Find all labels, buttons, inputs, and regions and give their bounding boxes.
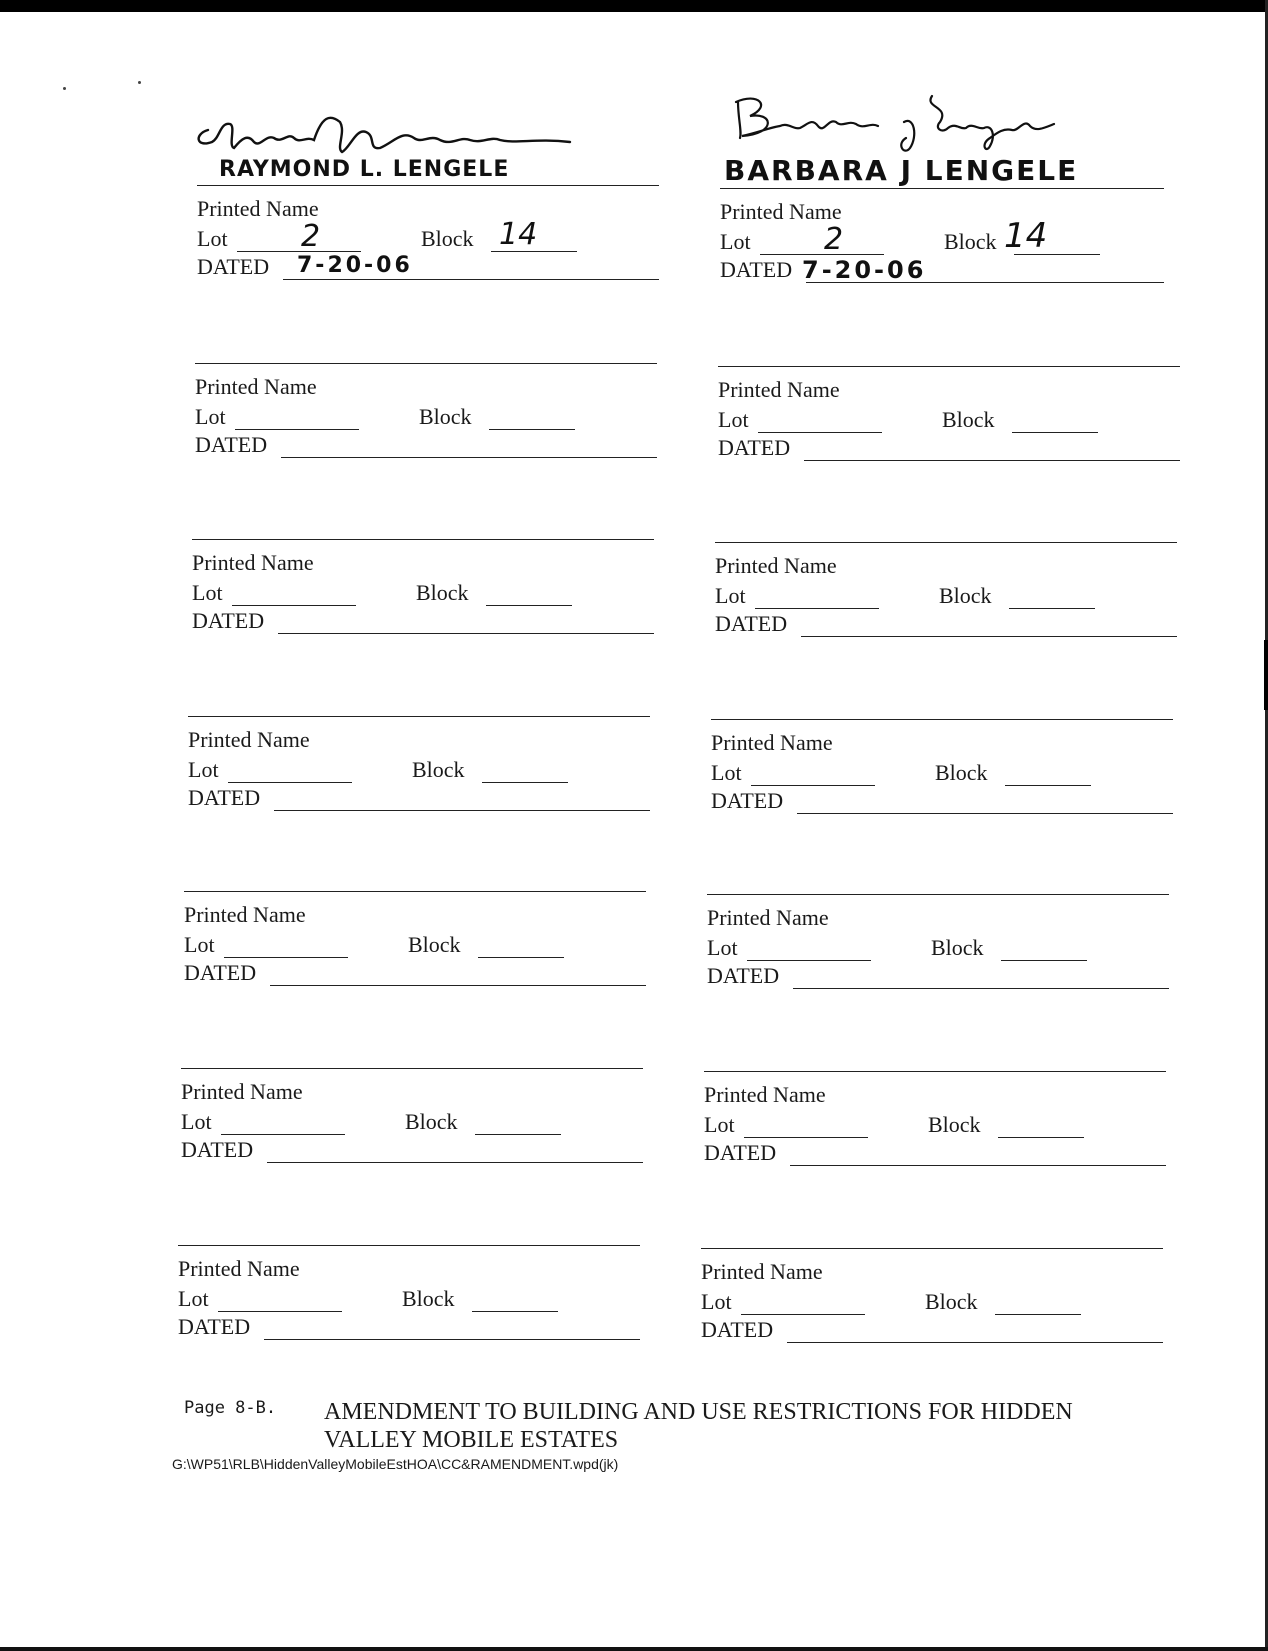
signature-block-12 [704, 1071, 1174, 1191]
block-label: Block [412, 757, 465, 782]
printed-name-label: Printed Name [707, 905, 829, 930]
block-line [1012, 432, 1098, 433]
signature-line [704, 1071, 1166, 1072]
dated-line [267, 1162, 643, 1163]
lot-line [758, 432, 882, 433]
signature-line [715, 542, 1177, 543]
signature-line [192, 539, 654, 540]
printed-name-label: Printed Name [195, 374, 317, 399]
lot-label: Lot [704, 1112, 735, 1137]
dated-label: DATED [184, 960, 257, 985]
printed-name-label: Printed Name [704, 1082, 826, 1107]
signature-block-14 [701, 1248, 1171, 1368]
block-label: Block [931, 935, 984, 960]
block-label: Block [405, 1109, 458, 1134]
dated-line [270, 985, 646, 986]
barbara-signature [728, 88, 1088, 158]
printed-name-label: Printed Name [718, 377, 840, 402]
block-label: Block [925, 1289, 978, 1314]
block-label: Block [419, 404, 472, 429]
lot-line [221, 1134, 345, 1135]
block-value: 14 [1004, 216, 1048, 256]
block-label: Block [942, 407, 995, 432]
printed-name-handwritten: RAYMOND L. LENGELE [219, 157, 510, 182]
printed-name-label: Printed Name [701, 1259, 823, 1284]
dated-line [278, 633, 654, 634]
lot-line [232, 605, 356, 606]
block-line [486, 605, 572, 606]
dated-label: DATED [720, 257, 793, 282]
dated-line [264, 1339, 640, 1340]
dated-line [793, 988, 1169, 989]
printed-name-label: Printed Name [188, 727, 310, 752]
dated-label: DATED [704, 1140, 777, 1165]
dated-line [281, 457, 657, 458]
signature-block-6 [715, 542, 1185, 662]
block-line [998, 1137, 1084, 1138]
block-label: Block [928, 1112, 981, 1137]
block-label: Block [402, 1286, 455, 1311]
signature-block-2 [720, 154, 1190, 308]
block-line [1005, 785, 1091, 786]
lot-label: Lot [715, 583, 746, 608]
printed-name-label: Printed Name [192, 550, 314, 575]
signature-block-10 [707, 894, 1177, 1014]
scan-top-border [0, 0, 1268, 12]
lot-label: Lot [184, 932, 215, 957]
signature-block-3 [195, 363, 665, 483]
block-line [995, 1314, 1081, 1315]
signature-block-8 [711, 719, 1181, 839]
signature-line [701, 1248, 1163, 1249]
signature-line [718, 366, 1180, 367]
dated-label: DATED [701, 1317, 774, 1342]
block-label: Block [944, 229, 997, 254]
dated-line [274, 810, 650, 811]
dated-label: DATED [197, 254, 270, 279]
lot-label: Lot [188, 757, 219, 782]
signature-line [195, 363, 657, 364]
dated-label: DATED [188, 785, 261, 810]
block-label: Block [935, 760, 988, 785]
signature-block-5 [192, 539, 662, 659]
dated-line [797, 813, 1173, 814]
signature-block-11 [181, 1068, 651, 1188]
dated-label: DATED [715, 611, 788, 636]
dated-label: DATED [181, 1137, 254, 1162]
scan-edge-mark [1264, 640, 1268, 710]
signature-line [197, 185, 659, 186]
lot-line [747, 960, 871, 961]
lot-value: 2 [301, 219, 321, 254]
dated-label: DATED [718, 435, 791, 460]
block-line [489, 429, 575, 430]
document-title: AMENDMENT TO BUILDING AND USE RESTRICTIONS FOR HIDDEN VALLEY MOBILE ESTATES [324, 1399, 1073, 1453]
lot-line [237, 251, 361, 252]
block-line [478, 957, 564, 958]
signature-line [707, 894, 1169, 895]
lot-line [224, 957, 348, 958]
printed-name-label: Printed Name [197, 196, 319, 221]
block-label: Block [416, 580, 469, 605]
lot-label: Lot [707, 935, 738, 960]
lot-label: Lot [701, 1289, 732, 1314]
block-line [472, 1311, 558, 1312]
page-number: Page 8-B. [184, 1398, 277, 1418]
scan-speck [138, 81, 141, 84]
printed-name-label: Printed Name [184, 902, 306, 927]
block-label: Block [421, 226, 474, 251]
dated-value: 7-20-06 [802, 256, 927, 284]
scan-bottom-border [0, 1647, 1268, 1651]
dated-line [804, 460, 1180, 461]
block-label: Block [939, 583, 992, 608]
lot-line [751, 785, 875, 786]
lot-line [760, 254, 884, 255]
printed-name-label: Printed Name [181, 1079, 303, 1104]
lot-line [741, 1314, 865, 1315]
dated-line [790, 1165, 1166, 1166]
lot-label: Lot [711, 760, 742, 785]
lot-line [755, 608, 879, 609]
signature-block-9 [184, 891, 654, 1011]
lot-label: Lot [718, 407, 749, 432]
lot-line [218, 1311, 342, 1312]
lot-value: 2 [824, 222, 844, 257]
dated-label: DATED [195, 432, 268, 457]
dated-label: DATED [711, 788, 784, 813]
dated-value: 7-20-06 [297, 253, 413, 278]
scan-speck [63, 87, 66, 90]
signature-line [178, 1245, 640, 1246]
lot-line [228, 782, 352, 783]
dated-line [283, 279, 659, 280]
file-path: G:\WP51\RLB\HiddenValleyMobileEstHOA\CC&RAMENDMENT.wpd(jk) [172, 1456, 619, 1472]
printed-name-label: Printed Name [178, 1256, 300, 1281]
signature-block-13 [178, 1245, 648, 1365]
lot-label: Lot [197, 226, 228, 251]
block-label: Block [408, 932, 461, 957]
block-line [475, 1134, 561, 1135]
lot-label: Lot [720, 229, 751, 254]
signature-block-4 [718, 366, 1188, 486]
lot-label: Lot [178, 1286, 209, 1311]
lot-line [744, 1137, 868, 1138]
signature-line [711, 719, 1173, 720]
printed-name-label: Printed Name [715, 553, 837, 578]
dated-label: DATED [192, 608, 265, 633]
block-line [1001, 960, 1087, 961]
signature-line [720, 188, 1164, 189]
block-line [1009, 608, 1095, 609]
printed-name-label: Printed Name [720, 199, 842, 224]
signature-line [188, 716, 650, 717]
dated-line [801, 636, 1177, 637]
signature-line [184, 891, 646, 892]
dated-line [787, 1342, 1163, 1343]
dated-label: DATED [178, 1314, 251, 1339]
signature-block-7 [188, 716, 658, 836]
signature-line [181, 1068, 643, 1069]
printed-name-label: Printed Name [711, 730, 833, 755]
block-line [482, 782, 568, 783]
lot-label: Lot [192, 580, 223, 605]
lot-line [235, 429, 359, 430]
lot-label: Lot [195, 404, 226, 429]
dated-label: DATED [707, 963, 780, 988]
printed-name-handwritten: BARBARA J LENGELE [724, 154, 1079, 187]
signature-block-1 [197, 157, 667, 305]
lot-label: Lot [181, 1109, 212, 1134]
block-value: 14 [499, 217, 538, 252]
